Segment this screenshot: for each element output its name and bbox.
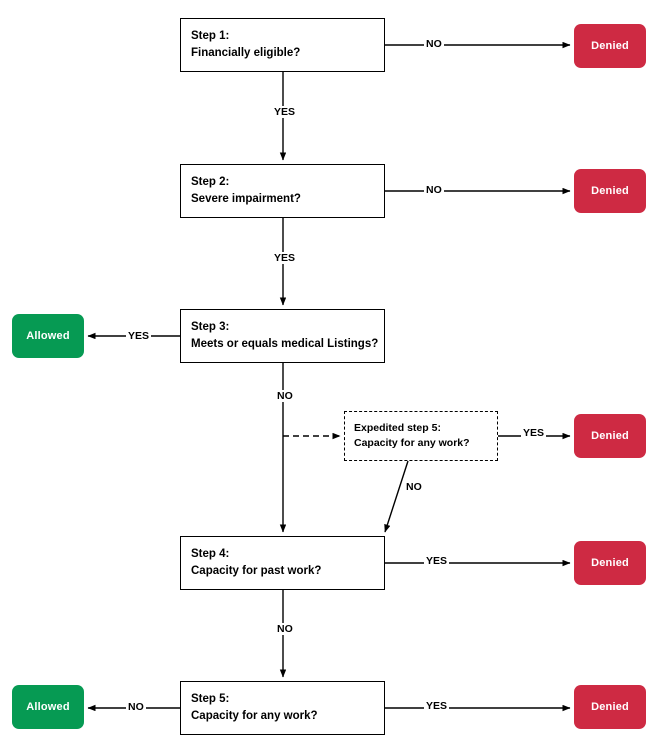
node-step-5[interactable] [180,681,385,735]
edge-label-step3-no: NO [277,390,293,402]
edge-label-step1-yes: YES [274,106,296,118]
edge-label-expedited-yes: YES [523,427,545,439]
node-step-1-line2: Financially eligible? [191,47,301,59]
node-step-1[interactable] [180,18,385,72]
node-step-4[interactable] [180,536,385,590]
edge-label-step1-no: NO [426,38,442,50]
terminal-denied-step-4[interactable]: Denied [574,541,646,585]
node-expedited-step-5-line1: Expedited step 5: [354,421,441,434]
edge-label-step2-yes: YES [274,252,296,264]
terminal-denied-step-2[interactable]: Denied [574,169,646,213]
node-step-2-line2: Severe impairment? [191,193,301,205]
edge-label-step4-yes: YES [426,555,448,567]
node-step-5-line1: Step 5: [191,693,230,706]
node-step-2[interactable] [180,164,385,218]
node-step-4-line2: Capacity for past work? [191,565,322,577]
node-step-1-line1: Step 1: [191,30,230,43]
edge-label-step4-no: NO [277,623,293,635]
node-expedited-step-5-line2: Capacity for any work? [354,437,470,449]
node-step-3[interactable] [180,309,385,363]
terminal-denied-expedited[interactable]: Denied [574,414,646,458]
edge-label-step5-no: NO [128,701,144,713]
node-step-2-line1: Step 2: [191,176,230,189]
terminal-denied-step-5[interactable]: Denied [574,685,646,729]
edge-label-expedited-no: NO [406,481,422,493]
terminal-allowed-step-3[interactable]: Allowed [12,314,84,358]
node-step-5-line2: Capacity for any work? [191,710,318,722]
node-step-3-line1: Step 3: [191,321,230,334]
node-step-4-line1: Step 4: [191,548,230,561]
edge-label-step3-yes: YES [128,330,150,342]
edge-label-step5-yes: YES [426,700,448,712]
edge-label-step2-no: NO [426,184,442,196]
node-step-3-line2: Meets or equals medical Listings? [191,338,379,350]
terminal-denied-step-1[interactable]: Denied [574,24,646,68]
terminal-allowed-step-5[interactable]: Allowed [12,685,84,729]
node-expedited-step-5[interactable] [344,411,498,461]
